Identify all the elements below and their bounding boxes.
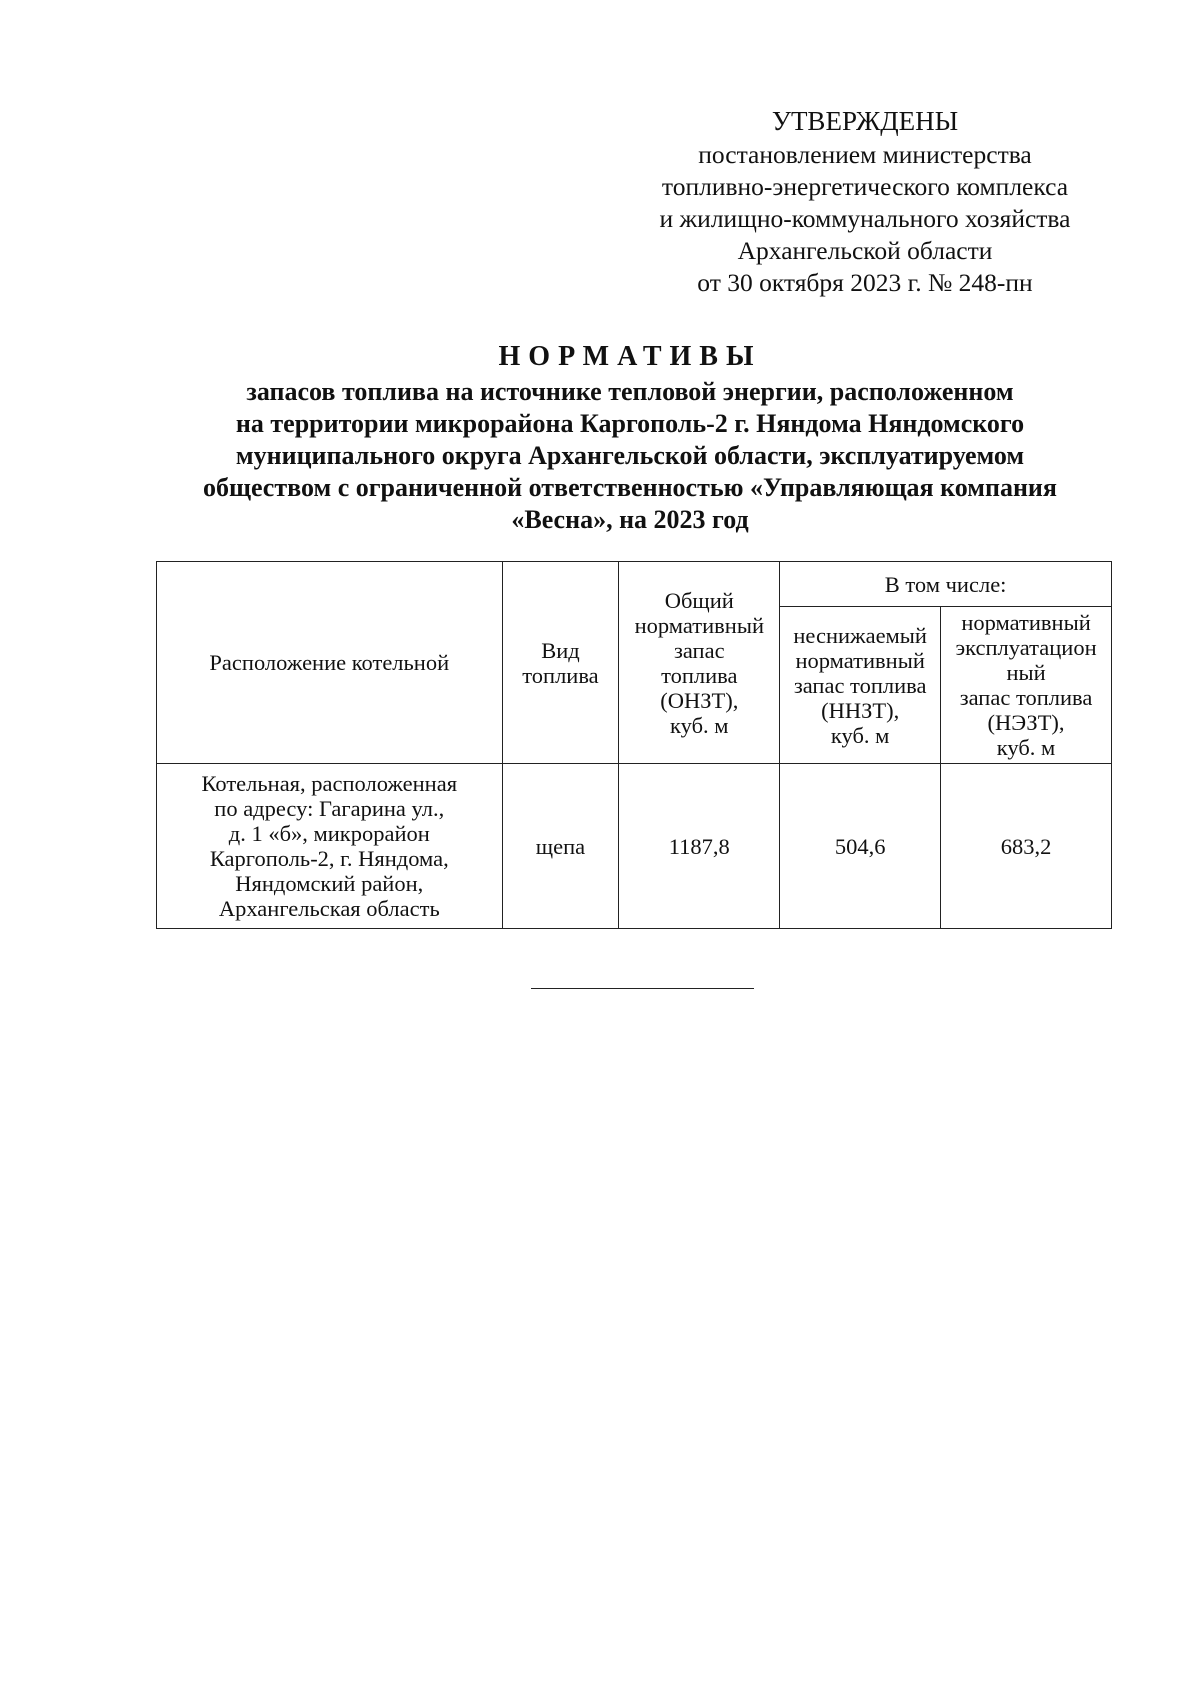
approval-line: Архангельской области: [737, 236, 993, 265]
cell-location: [157, 764, 503, 929]
approval-line: топливно-энергетического комплекса: [661, 172, 1069, 201]
header-total-line: куб. м: [670, 712, 729, 738]
document-subtitle-line: обществом с ограниченной ответственностью «Управляющая компания: [203, 473, 1057, 502]
cell-nnzt: 504,6: [780, 764, 941, 929]
cell-fuel-type: щепа: [502, 764, 619, 929]
document-title: НОРМАТИВЫ: [498, 341, 762, 372]
cell-location-line: д. 1 «б», микрорайон: [228, 821, 430, 846]
header-nezt-line: запас топлива: [959, 685, 1093, 710]
document-heading: [130, 338, 1130, 536]
cell-nezt: 683,2: [941, 764, 1112, 929]
header-total-reserve: [619, 562, 780, 764]
header-nnzt-line: запас топлива: [793, 672, 927, 698]
document-subtitle-line: муниципального округа Архангельской области, эксплуатируемом: [235, 441, 1025, 470]
header-nnzt-line: (ННЗТ),: [821, 697, 900, 723]
cell-location-line: Няндомский район,: [235, 871, 424, 896]
header-nezt-line: куб. м: [996, 735, 1056, 760]
header-nnzt-line: нормативный: [795, 647, 925, 673]
header-total-line: Общий: [664, 587, 734, 613]
header-total-line: запас: [673, 637, 725, 663]
header-total-line: топлива: [661, 662, 738, 688]
cell-location-line: Котельная, расположенная: [201, 771, 458, 796]
header-fuel-type-line: топлива: [522, 662, 599, 688]
document-subtitle-line: на территории микрорайона Каргополь-2 г. Няндома Няндомского: [235, 409, 1025, 438]
cell-location-line: Каргополь-2, г. Няндома,: [209, 846, 449, 871]
table-row: [157, 764, 1112, 929]
approval-date-line: от 30 октября 2023 г. № 248-пн: [697, 268, 1033, 297]
approval-block: [600, 103, 1130, 299]
closing-divider: [531, 988, 754, 989]
header-fuel-type-line: Вид: [541, 637, 580, 663]
fuel-norms-table: [156, 561, 1112, 929]
header-nezt-line: нормативный: [961, 610, 1091, 635]
header-nezt-line: эксплуатацион: [955, 635, 1097, 660]
cell-location-line: по адресу: Гагарина ул.,: [214, 796, 445, 821]
approval-line: и жилищно-коммунального хозяйства: [659, 204, 1071, 233]
header-total-line: нормативный: [634, 612, 764, 638]
document-subtitle-line: «Весна», на 2023 год: [511, 505, 749, 534]
cell-location-line: Архангельская область: [218, 896, 440, 921]
table-header-row: [157, 562, 1112, 607]
document-subtitle-line: запасов топлива на источнике тепловой энергии, расположенном: [246, 377, 1014, 406]
header-nnzt-line: куб. м: [830, 722, 890, 748]
header-nezt-line: (НЭЗТ),: [987, 710, 1065, 735]
cell-total-reserve: 1187,8: [619, 764, 780, 929]
header-nnzt: [780, 607, 941, 764]
header-nezt-line: ный: [1006, 660, 1046, 685]
header-fuel-type: [502, 562, 619, 764]
header-location: Расположение котельной: [157, 562, 503, 764]
header-nnzt-line: неснижаемый: [793, 622, 927, 648]
header-total-line: (ОНЗТ),: [660, 687, 739, 713]
header-including: В том числе:: [780, 562, 1112, 607]
approval-line: постановлением министерства: [698, 140, 1032, 169]
header-nezt: [941, 607, 1112, 764]
approval-title: УТВЕРЖДЕНЫ: [771, 106, 959, 136]
